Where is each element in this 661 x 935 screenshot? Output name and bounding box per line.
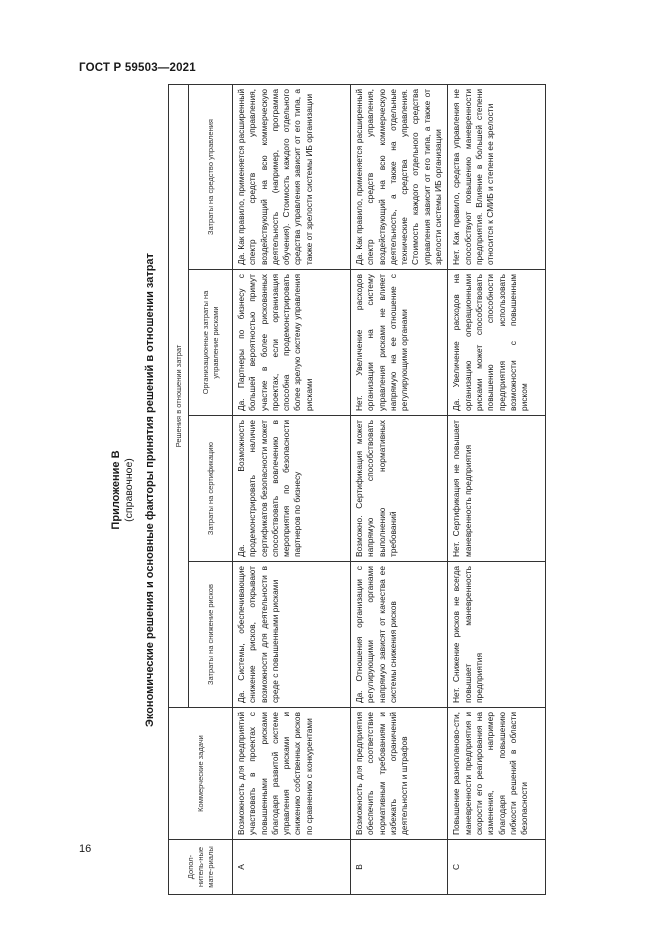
cell-org: Да. Партнеры по бизнесу с большей вероятностью примут участие в более рискованных проектах, если организация способна продемонстрировать более зрелую систему управления рисками <box>233 270 351 416</box>
col-header-tools: Затраты на средство управления <box>189 85 233 270</box>
cell-task: Возможность для предприятия обеспечить соответствие нормативным требованиям и избежать ограничений деятельности и штрафов <box>351 708 448 840</box>
cell-task: Повышение разнопланово-сти, маневренности предприятия и скорости его реагирования на изменения, например благодаря повышению гибкости решений в области безопасности <box>448 708 546 840</box>
row-code: A <box>233 840 351 895</box>
cell-tools: Нет. Как правило, средства управления не способствуют повышению маневренности предприятия. Влияние в большей степени относится к СМИБ и степени ее зрелости <box>448 85 546 270</box>
cell-tools: Да. Как правило, применяется расширенный спектр средств управления, воздействующий на всю коммерческую деятельность (например, программа обучения). Стоимость каждого отдельного средства управления зависит от его типа, а также от зрелости системы ИБ организации <box>233 85 351 270</box>
appendix-subtitle: (справочное) <box>123 458 135 522</box>
col-header-cert: Затраты на сертификацию <box>189 416 233 562</box>
row-code: C <box>448 840 546 895</box>
cell-org: Да. Увеличение расходов на организацию операционными рисками может способствовать повышению способности предприятия использовать возможности с повышенным риском <box>448 270 546 416</box>
landscape-page-content <box>110 85 545 895</box>
table-row <box>448 85 546 895</box>
document-header: ГОСТ Р 59503—2021 <box>79 62 196 74</box>
col-header-org: Организационные затраты на управление рисками <box>189 270 233 416</box>
cell-risk: Да. Отношения организации с регулирующими органами напрямую зависят от качества ее системы снижения рисков <box>351 562 448 708</box>
col-header-code: Допол-нитель-ные мате-риалы <box>169 840 233 895</box>
cell-cert: Нет. Сертификация не повышает маневренность предприятия <box>448 416 546 562</box>
table-caption: Экономические решения и основные факторы принятия решений в отношении затрат <box>144 253 156 727</box>
cell-risk: Нет. Снижение рисков не всегда повышает маневренность предприятия <box>448 562 546 708</box>
cell-risk: Да. Системы, обеспечивающие снижение рисков, открывают возможности для деятельности в среде с повышенными рисками <box>233 562 351 708</box>
table-row <box>351 85 448 895</box>
group-header-decisions: Решения в отношении затрат <box>169 85 189 708</box>
col-header-task: Коммерческие задачи <box>169 708 233 840</box>
cell-org: Нет. Увеличение расходов организации на систему управления рисками не влияет напрямую на ее отношение с регулирующими органами <box>351 270 448 416</box>
cell-task: Возможность для предприятий участвовать в проектах с повышенными рисками благодаря развитой системе управления рисками и снижению собственных рисков по сравнению с конкурентами <box>233 708 351 840</box>
cell-tools: Да. Как правило, применяется расширенный спектр средств управления, воздействующий на всю коммерческую деятельность, а также на отдельные технические средства управления. Стоимость каждого отдельного средства управления зависит от его типа, а также от зрелости системы ИБ организации <box>351 85 448 270</box>
col-header-risk: Затраты на снижение рисков <box>189 562 233 708</box>
cost-decisions-table <box>168 84 546 895</box>
cell-cert: Да. Возможность продемонстрировать наличие сертификатов безопасности может способствовать вовлечению в мероприятия по безопасности партнеров по бизнесу <box>233 416 351 562</box>
page-number: 16 <box>79 843 92 855</box>
table-row <box>233 85 351 895</box>
appendix-title: Приложение В <box>110 450 122 530</box>
cell-cert: Возможно. Сертификация может напрямую способствовать выполнению нормативных требований <box>351 416 448 562</box>
row-code: B <box>351 840 448 895</box>
appendix-heading <box>110 85 136 895</box>
